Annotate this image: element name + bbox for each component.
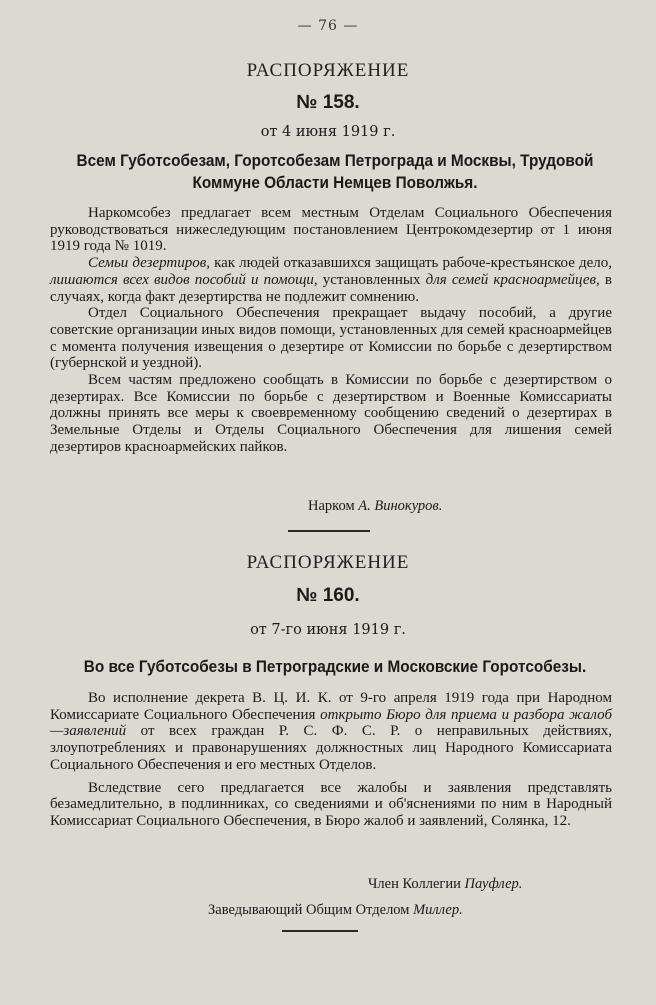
p1-text-a: Во исполнение декрета В. Ц. И. К. от 9-го апреля 1919 года при Народном Комиссариате Социального Обеспечения — [50, 690, 612, 723]
order-160-date: от 7-го июня 1919 г. — [250, 622, 406, 638]
p2-families-italic: Семьи дезертиров, — [88, 255, 211, 272]
order-158-addressee: Всем Губотсобезам, Горотсобезам Петрограда и Москвы, Трудовой Коммуне Области Немцев Поволжья. — [76, 152, 594, 192]
signature-name: А. Винокуров. — [358, 498, 443, 514]
order-158-paragraph-4: Всем частям предложено сообщать в Комиссии по борьбе с дезертирством о дезертирах. Все Комиссии по борьбе с дезертирством и Военные Комиссариаты должны принять все меры к своевременному сообщению сведений о дезертирах в Земельные Отделы и Отделы Социального Обеспечения для лишения семей дезертиров красноармейских пайков. — [50, 372, 612, 455]
order-158-number: № 158. — [296, 92, 360, 113]
order-160-number: № 160. — [296, 585, 360, 606]
order-158-date: от 4 июня 1919 г. — [260, 124, 396, 140]
sig2-title: Заведывающий Общим Отделом — [208, 902, 414, 918]
p2-redarmy-italic: для семей красноармейцев, — [425, 271, 600, 288]
order-158-heading: РАСПОРЯЖЕНИЕ — [246, 60, 410, 81]
end-divider — [282, 930, 358, 932]
order-158-body — [50, 205, 612, 456]
p2-text-b: как людей отказавшихся защищать рабоче-крестьянское дело, — [210, 255, 612, 272]
order-160-signature-2 — [208, 902, 463, 919]
p2-text-f: в случаях, когда факт дезертирства не подлежит сомнению. — [50, 271, 613, 305]
order-158-paragraph-1: Наркомсобез предлагает всем местным Отделам Социального Обеспечения руководствоваться нижеследующим постановлением Центрокомдезертир от 1 июня 1919 года № 1019. — [50, 205, 612, 255]
order-160-addressee: Во все Губотсобезы в Петроградские и Московские Горотсобезы. — [83, 658, 587, 676]
sig1-title: Член Коллегии — [368, 876, 465, 892]
page-number: — 76 — — [297, 18, 359, 34]
signature-title: Нарком — [308, 498, 359, 514]
section-divider — [288, 530, 370, 532]
p1-text-c: от всех граждан Р. С. Ф. С. Р. о неправильных действиях, злоупотреблениях и правонарушениях должностных лиц Народного Комиссариата Социального Обеспечения и его местных Отделов. — [50, 723, 612, 773]
order-158-signature — [308, 498, 442, 515]
sig2-name: Миллер. — [413, 902, 463, 918]
sig1-name: Пауфлер. — [464, 876, 523, 892]
order-160-heading: РАСПОРЯЖЕНИЕ — [246, 552, 410, 573]
p2-deprived-italic: лишаются всех видов пособий и помощи, — [50, 271, 318, 288]
order-158-paragraph-3: Отдел Социального Обеспечения прекращает выдачу пособий, а другие советские организации иных видов помощи, установленных для семей красноармейцев с момента получения извещения о дезертире от Комиссии по борьбе с дезертирством (губернской и уездной). — [50, 305, 612, 372]
order-158-paragraph-2 — [50, 255, 612, 305]
order-160-body — [50, 690, 612, 830]
order-160-paragraph-2: Вследствие сего предлагается все жалобы и заявления представлять безамедлительно, в подлинниках, со сведениями и об'яснениями по ним в Народный Комиссариат Социального Обеспечения, в Бюро жалоб и заявлений, Солянка, 12. — [50, 779, 612, 829]
order-160-signature-1 — [368, 876, 522, 893]
order-160-paragraph-1 — [50, 690, 612, 774]
p2-text-d: установленных — [317, 271, 426, 288]
p1-bureau-italic: открыто Бюро для приема и разбора жалоб—заявлений — [50, 706, 612, 740]
